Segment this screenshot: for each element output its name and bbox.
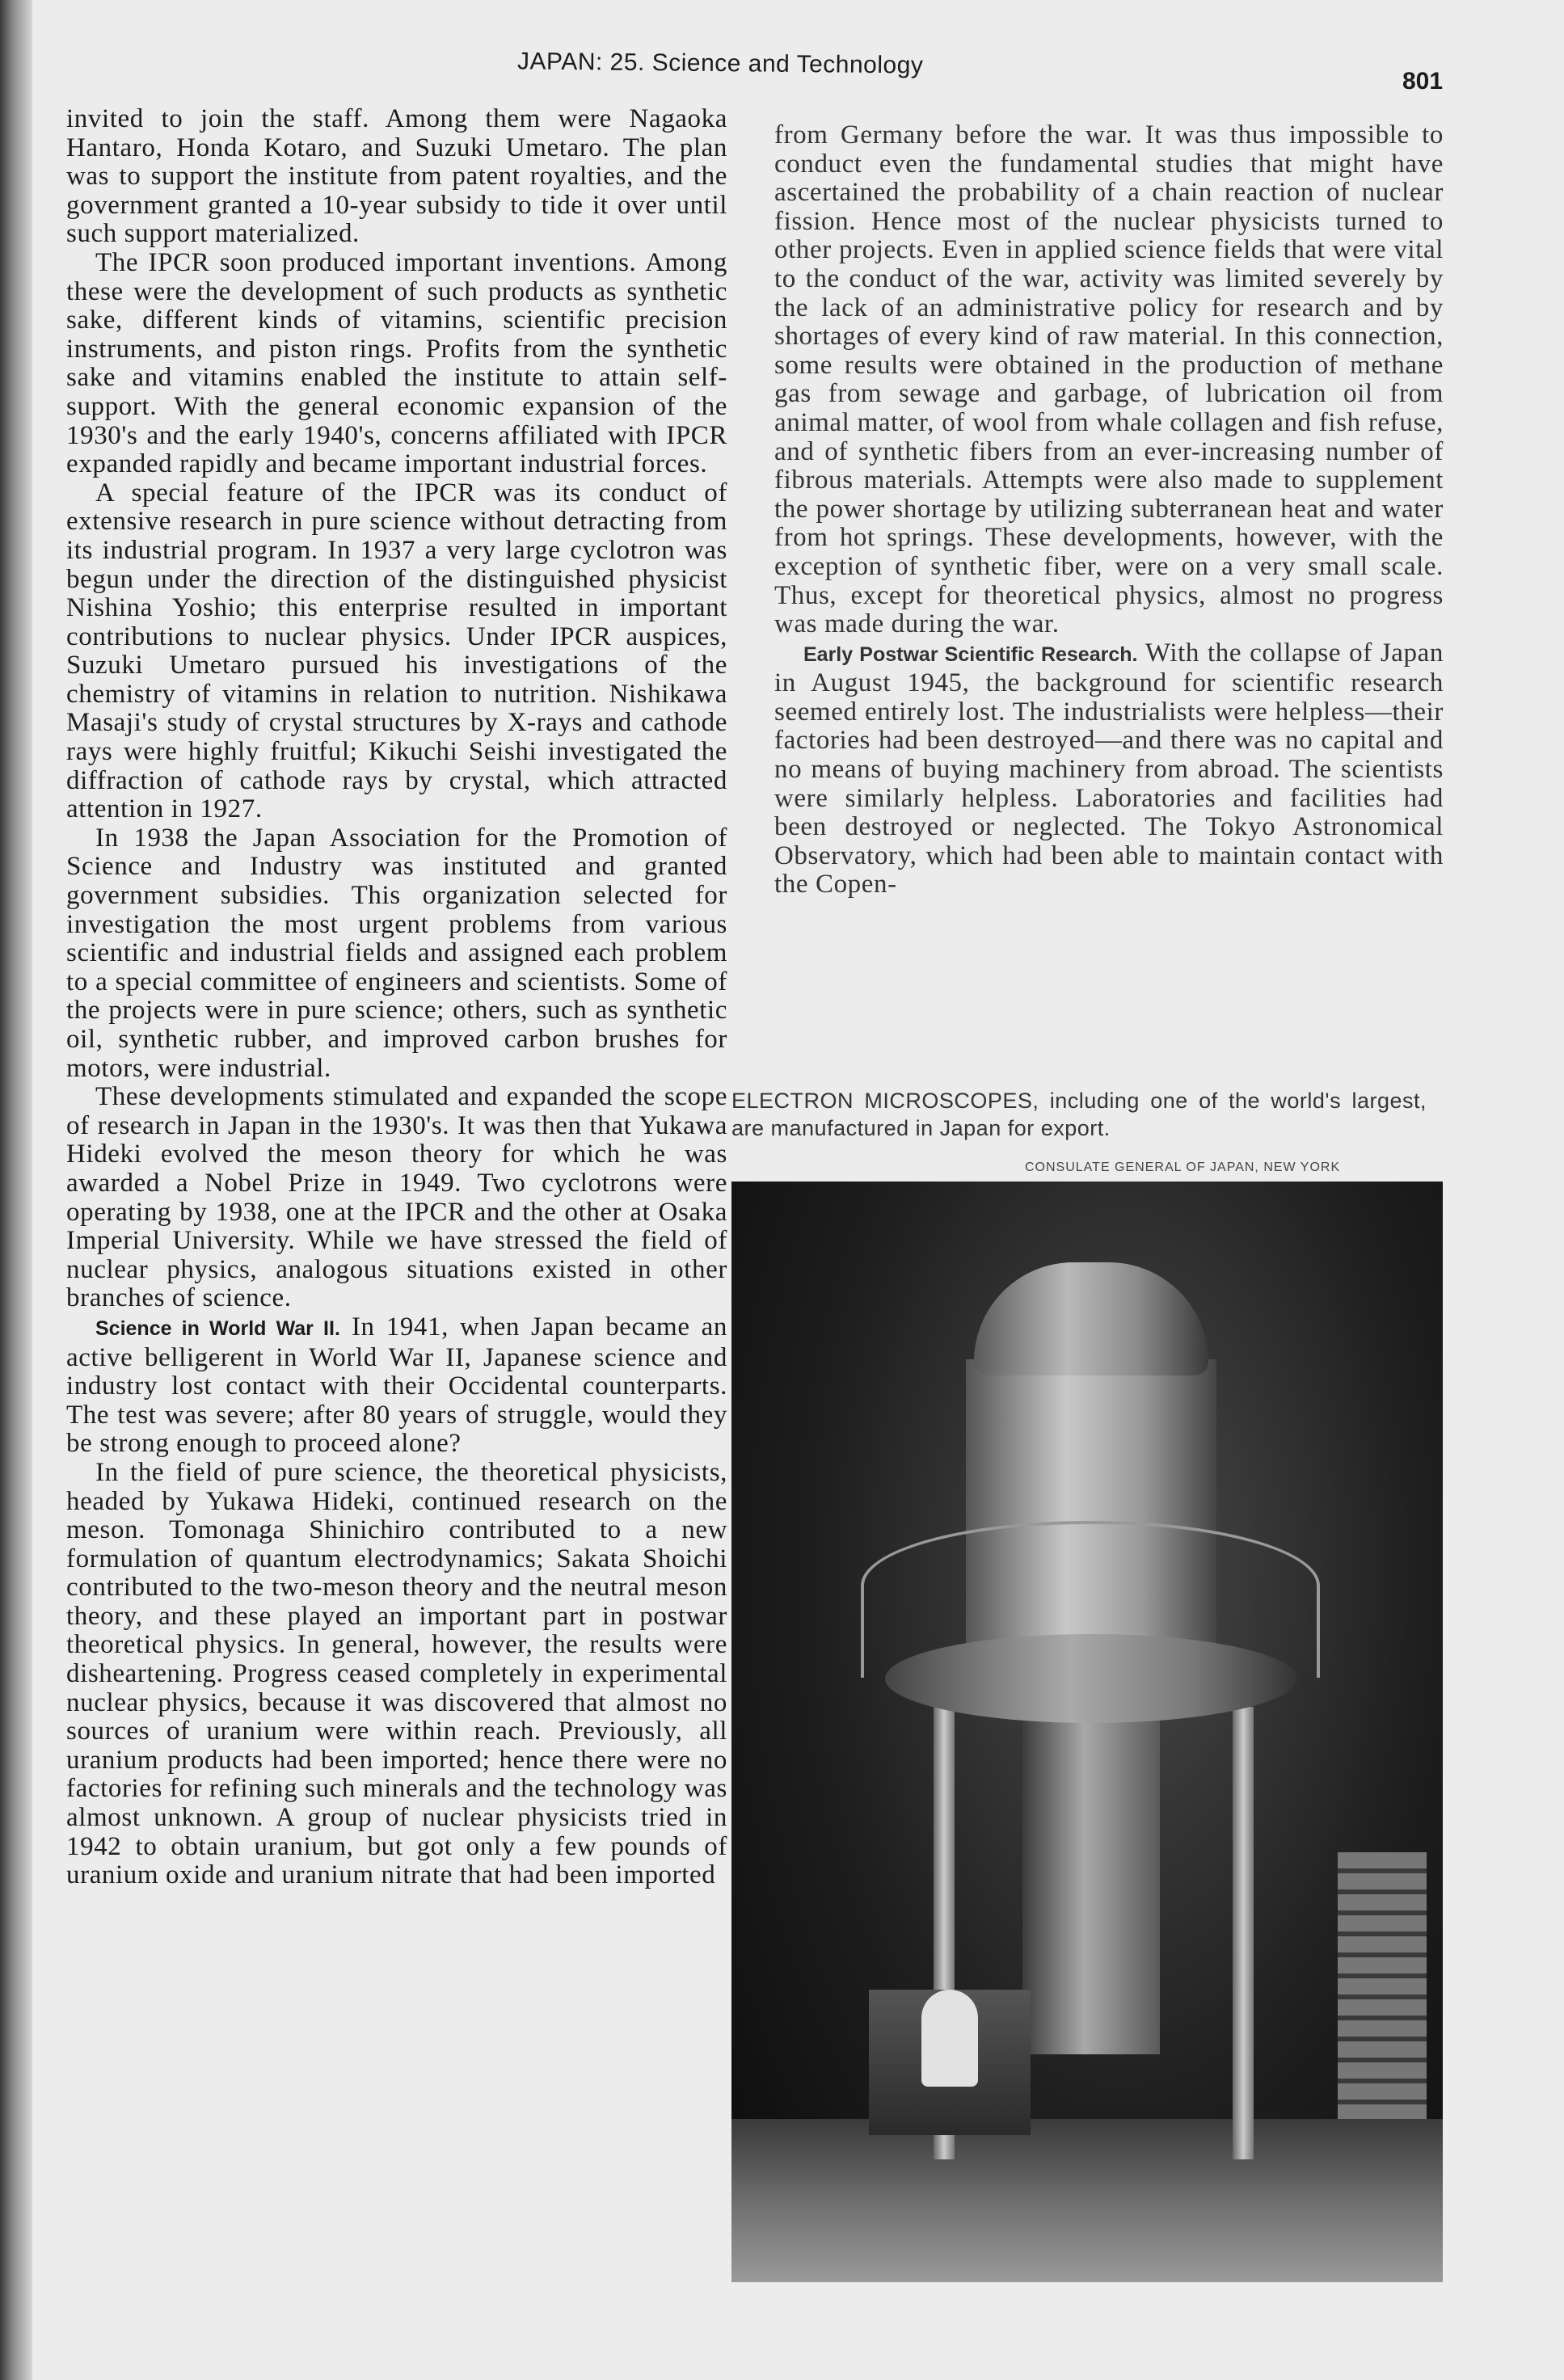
caption-title: ELECTRON MICROSCOPES, (731, 1089, 1039, 1113)
page-binding-shadow (0, 0, 32, 2380)
electron-microscope-photo (731, 1182, 1443, 2282)
photo-credit: CONSULATE GENERAL OF JAPAN, NEW YORK (1025, 1161, 1341, 1174)
paragraph: These developments stimulated and expanded the scope of research in Japan in the 1930's. It was then that Yukawa Hideki evolved the meson theory for which he was awarded a Nobel Prize in 1949. Two cyclotrons were operating by 1938, one at the IPCR and the other at Osaka Imperial University. While we have stressed the field of nuclear physics, analogous situations existed in other branches of science. (66, 1082, 727, 1313)
paragraph: In 1938 the Japan Association for the Promotion of Science and Industry was instituted and granted government subsidies. This organization selected for investigation the most urgent problems from various scientific and industrial fields and assigned each problem to a special committee of engineers and scientists. Some of the projects were in pure science; others, such as synthetic oil, synthetic rubber, and improved carbon brushes for motors, were industrial. (66, 823, 727, 1083)
page-number: 801 (1402, 68, 1444, 95)
caption-text: including one of the world's largest, are manufactured in Japan for export. (731, 1089, 1427, 1140)
figure-caption (731, 1087, 1427, 1142)
paragraph: The IPCR soon produced important inventions. Among these were the development of such products as synthetic sake, different kinds of vitamins, scientific precision instruments, and piston rings. Profits from the synthetic sake and vitamins enabled the institute to attain self-support. With the general economic expansion of the 1930's and the early 1940's, concerns affiliated with IPCR expanded rapidly and became important industrial forces. (66, 247, 727, 479)
section-paragraph (66, 1313, 727, 1459)
section-text: In 1941, when Japan became an active belligerent in World War II, Japanese science and industry lost contact with their Occidental counterparts. The test was severe; after 80 years of struggle, would they be strong enough to proceed alone? (66, 1312, 727, 1459)
section-heading: Early Postwar Scientific Research. (803, 642, 1138, 666)
paragraph: from Germany before the war. It was thus impossible to conduct even the fundamental studies that might have ascertained the probability of a chain reaction of nuclear fission. Hence most of the nuclear physicists turned to other projects. Even in applied science fields that were vital to the conduct of the war, activity was limited severely by the lack of an administrative policy for research and by shortages of every kind of raw material. In this connection, some results were obtained in the production of methane gas from sewage and garbage, of lubrication oil from animal matter, of wool from whale collagen and fish refuse, and of synthetic fibers from an ever-increasing number of fibrous materials. Attempts were also made to supplement the power shortage by utilizing subterranean heat and water from hot springs. These developments, however, with the exception of synthetic fiber, were on a very small scale. Thus, except for theoretical physics, almost no progress was made during the war. (774, 120, 1444, 639)
left-column (66, 105, 727, 1890)
right-column (774, 121, 1444, 899)
paragraph: In the field of pure science, the theoretical physicists, headed by Yukawa Hideki, continued research on the meson. Tomonaga Shinichiro contributed to a new formulation of quantum electrodynamics; Sakata Shoichi contributed to the two-meson theory and the neutral meson theory, and these played an important part in postwar theoretical physics. In general, however, the results were disheartening. Progress ceased completely in experimental nuclear physics, because it was discovered that almost no sources of uranium were within reach. Previously, all uranium products had been imported; hence there were no factories for refining such minerals and the technology was almost unknown. A group of nuclear physicists tried in 1942 to obtain uranium, but got only a few pounds of uranium oxide and uranium nitrate that had been imported (66, 1457, 727, 1890)
photo-floor (731, 2119, 1443, 2282)
section-paragraph (774, 639, 1444, 899)
photo-support-leg (1233, 1707, 1254, 2159)
photo-platform (885, 1634, 1297, 1723)
section-text: With the collapse of Japan in August 1945, the background for scientific research seemed entirely lost. The industrialists were helpless—their factories had been destroyed—and there was no capital and no means of buying machinery from abroad. The scientists were similarly helpless. Laboratories and facilities had been destroyed or neglected. The Tokyo Astronomical Observatory, which had been able to maintain contact with the Copen- (774, 638, 1444, 899)
paragraph: invited to join the staff. Among them were Nagaoka Hantaro, Honda Kotaro, and Suzuki Umetaro. The plan was to support the institute from patent royalties, and the government granted a 10-year subsidy to tide it over until such support materialized. (66, 104, 727, 249)
photo-control-panel (1338, 1852, 1427, 2119)
paragraph: A special feature of the IPCR was its conduct of extensive research in pure science without detracting from its industrial program. In 1937 a very large cyclotron was begun under the direction of the distinguished physicist Nishina Yoshio; this enterprise resulted in important contributions to nuclear physics. Under IPCR auspices, Suzuki Umetaro pursued his investigations of the chemistry of vitamins in relation to nutrition. Nishikawa Masaji's study of crystal structures by X-rays and cathode rays were highly fruitful; Kikuchi Seishi investigated the diffraction of cathode rays by crystal, which attracted attention in 1927. (66, 478, 727, 824)
section-heading: Science in World War II. (95, 1316, 340, 1340)
photo-operator (921, 1990, 978, 2087)
running-title: JAPAN: 25. Science and Technology (516, 48, 924, 79)
photo-microscope-dome (974, 1262, 1208, 1375)
photo-microscope-column (1022, 1699, 1160, 2054)
